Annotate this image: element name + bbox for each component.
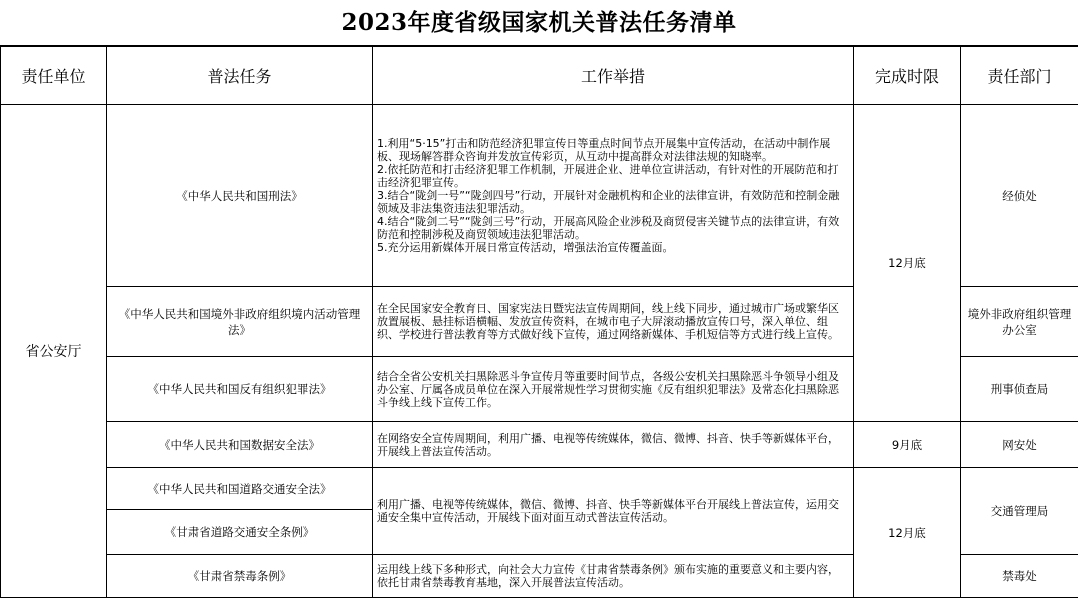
responsible-dept: 交通管理局 [961, 468, 1078, 555]
deadline-cell: 12月底 [854, 468, 961, 598]
table-row [1, 105, 1078, 287]
deadline-cell: 9月底 [854, 422, 961, 468]
work-measures [373, 422, 854, 468]
measure-item: 结合全省公安机关扫黑除恶斗争宣传月等重要时间节点，各级公安机关扫黑除恶斗争领导小组及办公室、厅属各成员单位在深入开展常规性学习贯彻实施《反有组织犯罪法》及常态化扫黑除恶斗争线上线下宣传工作。 [377, 369, 839, 409]
law-name: 《甘肃省道路交通安全条例》 [107, 510, 373, 555]
work-measures [373, 555, 854, 598]
header-measures: 工作举措 [373, 47, 854, 105]
header-task: 普法任务 [107, 47, 373, 105]
table-row [1, 468, 1078, 510]
responsible-dept: 禁毒处 [961, 555, 1078, 598]
header-dept: 责任部门 [961, 47, 1078, 105]
measure-item: 运用线上线下多种形式，向社会大力宣传《甘肃省禁毒条例》颁布实施的重要意义和主要内容，依托甘肃省禁毒教育基地，深入开展普法宣传活动。 [377, 563, 839, 589]
law-name: 《中华人民共和国境外非政府组织境内活动管理法》 [107, 287, 373, 357]
responsible-dept: 网安处 [961, 422, 1078, 468]
measure-item: 1.利用“5·15”打击和防范经济犯罪宣传日等重点时间节点开展集中宣传活动，在活动中制作展板、现场解答群众咨询并发放宣传彩页，从互动中提高群众对法律法规的知晓率。 [377, 137, 831, 163]
measure-item: 利用广播、电视等传统媒体，微信、微博、抖音、快手等新媒体平台开展线上普法宣传，运用交通安全集中宣传活动，开展线下面对面互动式普法宣传活动。 [377, 498, 839, 524]
measure-item: 3.结合“陇剑一号”“陇剑四号”行动，开展针对金融机构和企业的法律宣讲，有效防范和控制金融领域及非法集资违法犯罪活动。 [377, 189, 840, 215]
page-title: 2023年度省级国家机关普法任务清单 [0, 0, 1078, 46]
work-measures [373, 357, 854, 422]
measure-item: 5.充分运用新媒体开展日常宣传活动，增强法治宣传覆盖面。 [377, 241, 674, 254]
measure-item: 2.依托防范和打击经济犯罪工作机制，开展进企业、进单位宣讲活动，有针对性的开展防范和打击经济犯罪宣传。 [377, 163, 839, 189]
measure-item: 在网络安全宣传周期间，利用广播、电视等传统媒体，微信、微博、抖音、快手等新媒体平台，开展线上普法宣传活动。 [377, 431, 839, 458]
table-header-row [1, 47, 1078, 105]
table-row [1, 422, 1078, 468]
task-table [0, 46, 1078, 598]
law-name: 《甘肃省禁毒条例》 [107, 555, 373, 598]
law-name: 《中华人民共和国反有组织犯罪法》 [107, 357, 373, 422]
law-name: 《中华人民共和国道路交通安全法》 [107, 468, 373, 510]
law-name: 《中华人民共和国刑法》 [107, 105, 373, 287]
responsible-dept: 境外非政府组织管理办公室 [961, 287, 1078, 357]
deadline-cell: 12月底 [854, 105, 961, 422]
header-unit: 责任单位 [1, 47, 107, 105]
work-measures [373, 105, 854, 287]
work-measures [373, 287, 854, 357]
law-name: 《中华人民共和国数据安全法》 [107, 422, 373, 468]
responsible-dept: 刑事侦查局 [961, 357, 1078, 422]
header-deadline: 完成时限 [854, 47, 961, 105]
responsible-dept: 经侦处 [961, 105, 1078, 287]
measure-item: 在全民国家安全教育日、国家宪法日暨宪法宣传周期间，线上线下同步，通过城市广场或繁华区放置展板、悬挂标语横幅、发放宣传资料，在城市电子大屏滚动播放宣传口号，深入单位、组织、学校进行普法教育等方式做好线下宣传，通过网络新媒体、手机短信等方式进行线上宣传。 [377, 302, 839, 341]
responsible-unit: 省公安厅 [1, 105, 107, 598]
work-measures [373, 468, 854, 555]
measure-item: 4.结合“陇剑二号”“陇剑三号”行动，开展高风险企业涉税及商贸侵害关键节点的法律宣讲，有效防范和控制涉税及商贸领域违法犯罪活动。 [377, 215, 840, 241]
